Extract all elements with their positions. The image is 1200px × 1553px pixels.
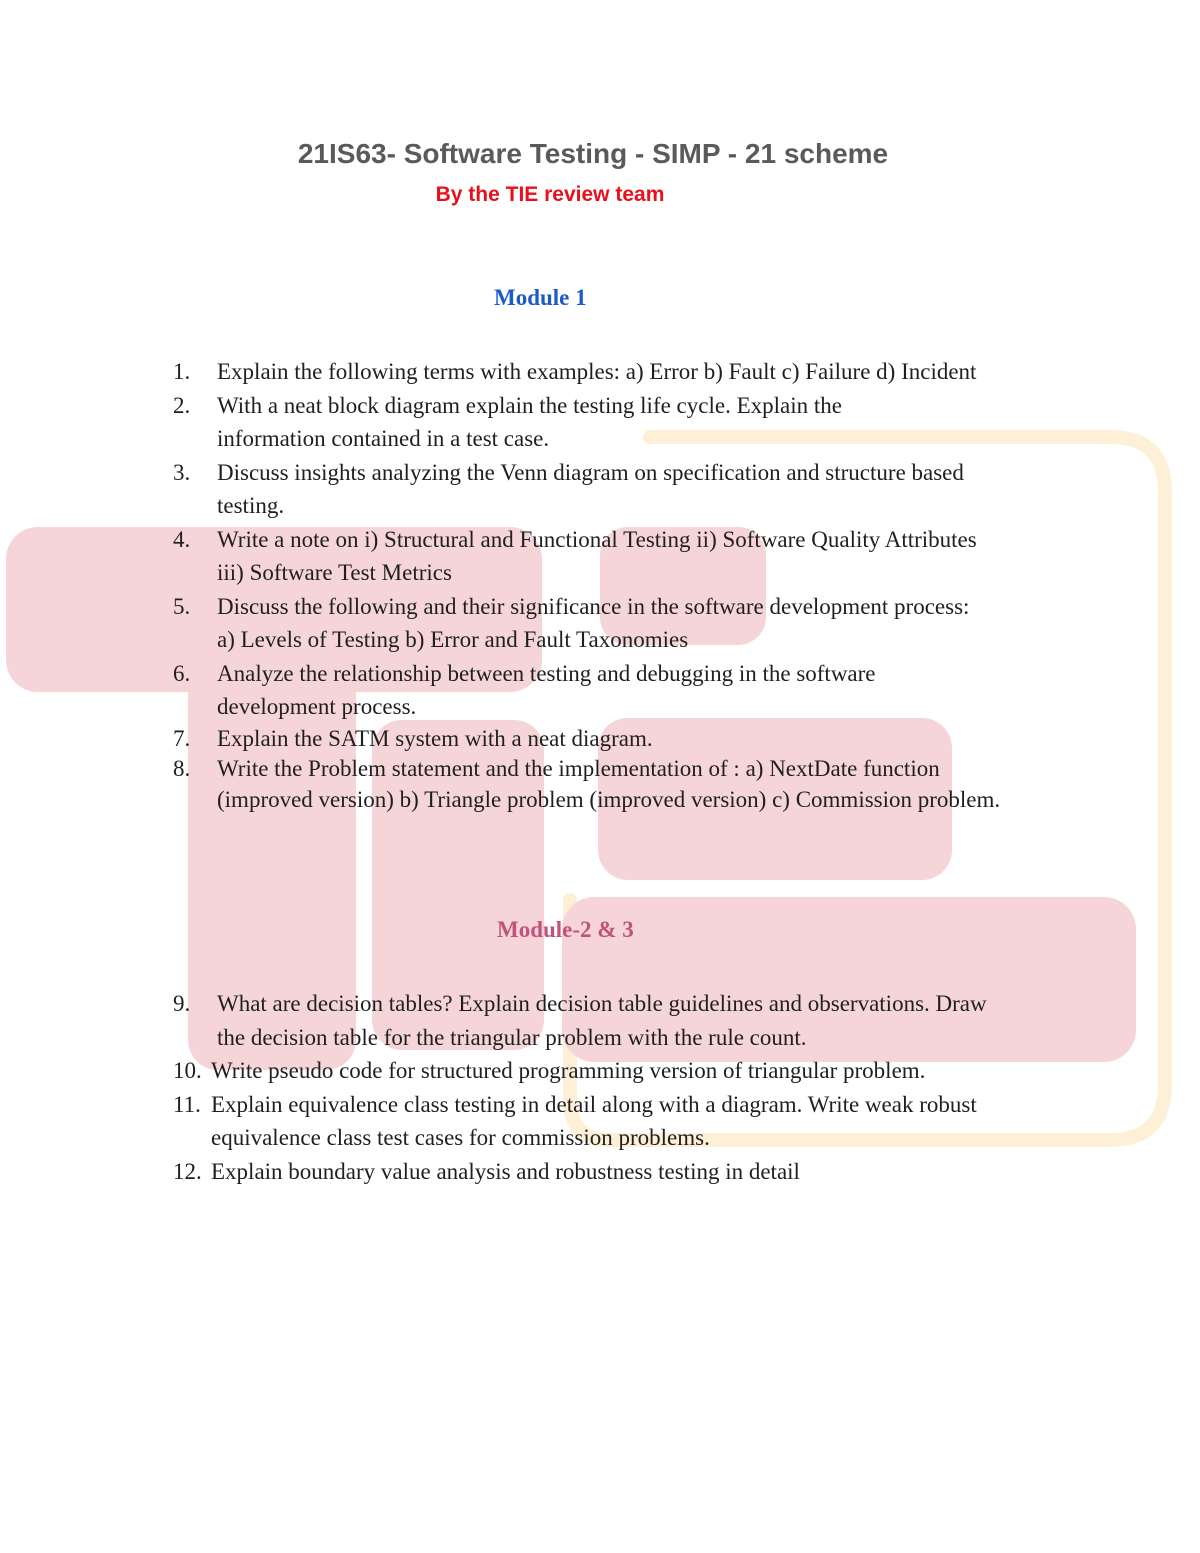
- question-number: 1.: [173, 359, 191, 384]
- question-item: [173, 389, 1073, 456]
- question-number: 4.: [173, 526, 191, 552]
- question-text: With a neat block diagram explain the testing life cycle. Explain the information contained in a test case.: [217, 392, 842, 451]
- question-number: 3.: [173, 459, 191, 485]
- question-number: 2.: [173, 392, 191, 418]
- question-item: [173, 724, 1073, 755]
- question-number: 9.: [173, 991, 191, 1016]
- question-text: Explain equivalence class testing in detail along with a diagram. Write weak robust equivalence class test cases for commission problems.: [211, 1091, 977, 1150]
- question-item: [173, 754, 1073, 815]
- question-number: 7.: [173, 725, 191, 751]
- question-text: Explain the SATM system with a neat diagram.: [217, 725, 653, 751]
- question-number: 11.: [173, 1091, 201, 1117]
- question-item: [173, 1054, 1073, 1088]
- question-text: Discuss the following and their significance in the software development process: a) Levels of Testing b) Error and Fault Taxonomies: [217, 593, 970, 652]
- question-item: [173, 590, 1073, 657]
- question-number: 5.: [173, 593, 191, 619]
- module-2-3-heading: Module-2 & 3: [497, 917, 634, 942]
- question-text: Explain the following terms with examples: a) Error b) Fault c) Failure d) Incident: [217, 359, 977, 384]
- question-text: Analyze the relationship between testing and debugging in the software development process.: [217, 660, 876, 719]
- question-item: [173, 355, 1073, 389]
- page-title: 21IS63- Software Testing - SIMP - 21 scheme: [297, 138, 889, 169]
- question-item: [173, 523, 1073, 590]
- question-text: Explain boundary value analysis and robustness testing in detail: [211, 1158, 800, 1184]
- question-text: Write pseudo code for structured programming version of triangular problem.: [211, 1058, 926, 1083]
- question-item: [173, 456, 1073, 523]
- question-number: 8.: [173, 756, 191, 781]
- question-text: Discuss insights analyzing the Venn diagram on specification and structure based testing.: [217, 459, 964, 518]
- question-item: [173, 1088, 1073, 1155]
- module-1-heading: Module 1: [494, 285, 587, 310]
- question-number: 10.: [173, 1058, 202, 1083]
- question-number: 12.: [173, 1158, 202, 1184]
- question-number: 6.: [173, 660, 191, 686]
- question-text: What are decision tables? Explain decision table guidelines and observations. Draw the decision table for the triangular problem with the rule count.: [217, 991, 987, 1050]
- page-subtitle: By the TIE review team: [435, 183, 665, 206]
- question-text: Write a note on i) Structural and Functional Testing ii) Software Quality Attributes iii) Software Test Metrics: [217, 526, 977, 585]
- question-item: [173, 987, 1073, 1054]
- module-1-question-list: [173, 355, 1073, 815]
- question-item: [173, 657, 1073, 724]
- question-item: [173, 1155, 1073, 1189]
- module-2-3-question-list: [173, 987, 1073, 1188]
- question-text: Write the Problem statement and the implementation of : a) NextDate function (improved version) b) Triangle problem (improved version) c) Commission problem.: [217, 756, 1001, 812]
